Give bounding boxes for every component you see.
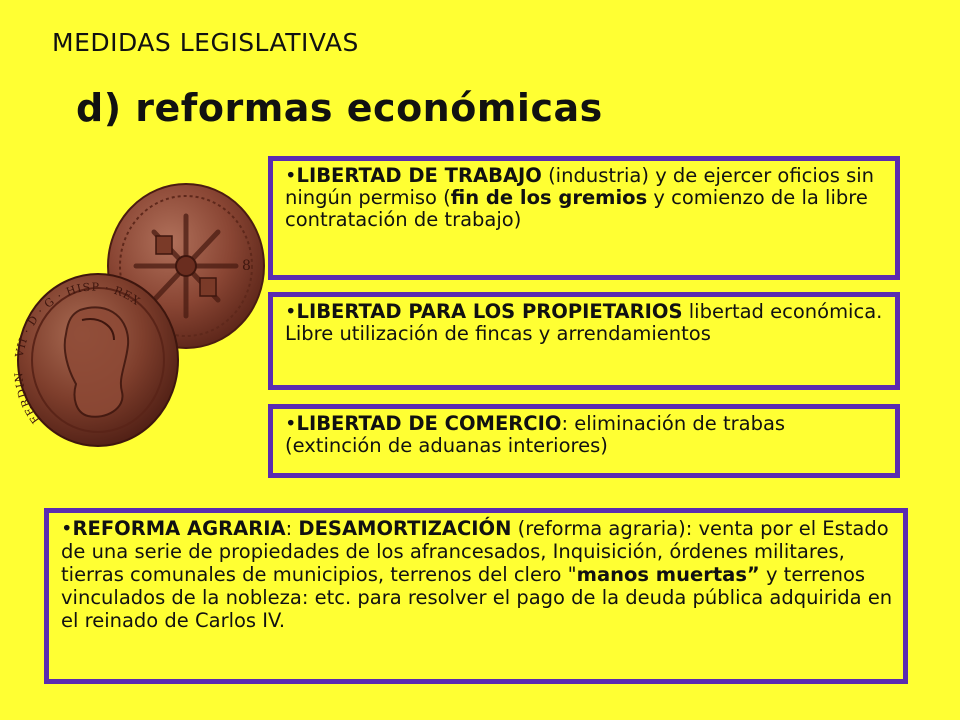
agrarian-reform-heading: REFORMA AGRARIA bbox=[72, 517, 286, 540]
agrarian-reform-text-1: (reforma agraria): venta por el Estado de una serie de propiedades de los afrancesados, Inquisición, órdenes militares, tierras comunales de municipios, terrenos del clero " bbox=[61, 517, 889, 586]
coin-legend-text: FERDIN · VII · D · G · HISP · REX bbox=[12, 280, 143, 427]
trade-freedom-text: : eliminación de trabas (extinción de aduanas interiores) bbox=[285, 412, 786, 457]
agrarian-reform-text-2: y terrenos vinculados de la nobleza: etc. para resolver el pago de la deuda pública adquirida en el reinado de Carlos IV. bbox=[61, 563, 893, 632]
agrarian-reform-colon: : bbox=[285, 517, 299, 540]
guild-end-text: fin de los gremios bbox=[450, 186, 648, 209]
trade-freedom-box bbox=[268, 404, 900, 478]
owners-freedom-heading: LIBERTAD PARA LOS PROPIETARIOS bbox=[296, 300, 683, 323]
agrarian-reform-box bbox=[44, 508, 908, 684]
labor-freedom-text-1: (industria) y de ejercer oficios sin ningún permiso ( bbox=[285, 164, 875, 209]
bullet: • bbox=[285, 300, 297, 323]
labor-freedom-box bbox=[268, 156, 900, 280]
owners-freedom-box bbox=[268, 292, 900, 390]
bullet: • bbox=[61, 517, 73, 540]
trade-freedom-heading: LIBERTAD DE COMERCIO bbox=[296, 412, 562, 435]
section-title: MEDIDAS LEGISLATIVAS bbox=[52, 28, 359, 57]
coins-image bbox=[10, 170, 270, 450]
page-title: d) reformas económicas bbox=[76, 86, 603, 130]
desamortizacion-heading: DESAMORTIZACIÓN bbox=[298, 517, 512, 540]
bullet: • bbox=[285, 164, 297, 187]
labor-freedom-heading: LIBERTAD DE TRABAJO bbox=[296, 164, 542, 187]
coin-value-text: 8 bbox=[242, 258, 251, 274]
manos-muertas-text: manos muertas” bbox=[576, 563, 760, 586]
coin-obverse bbox=[12, 274, 178, 446]
labor-freedom-text-2: y comienzo de la libre contratación de trabajo) bbox=[285, 186, 868, 231]
owners-freedom-text: libertad económica. Libre utilización de fincas y arrendamientos bbox=[285, 300, 883, 345]
bullet: • bbox=[285, 412, 297, 435]
